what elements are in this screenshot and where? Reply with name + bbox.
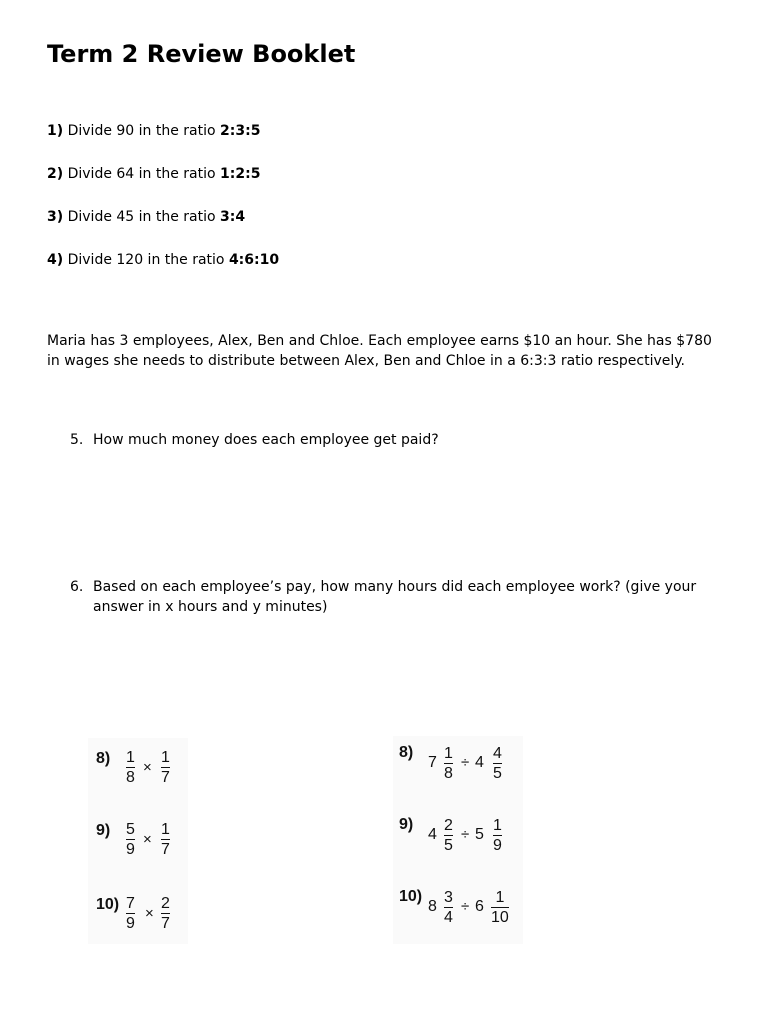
multiply-sign: × xyxy=(145,905,154,922)
fraction xyxy=(444,889,453,926)
fraction xyxy=(126,821,135,858)
ratio-value: 1:2:5 xyxy=(220,166,261,182)
question-text: Divide 45 in the ratio xyxy=(67,209,221,225)
numerator: 1 xyxy=(161,749,170,766)
whole-number: 4 xyxy=(428,826,437,843)
problem-label: 9) xyxy=(96,822,111,839)
question-number: 3) xyxy=(47,209,64,225)
divide-problem xyxy=(393,814,523,858)
fraction xyxy=(444,745,453,782)
denominator: 9 xyxy=(126,915,135,932)
ratio-question xyxy=(47,166,260,182)
ratio-question xyxy=(47,123,260,139)
numerator: 1 xyxy=(161,821,170,838)
problem-label: 8) xyxy=(96,750,111,767)
ratio-question xyxy=(47,209,245,225)
problem-label: 9) xyxy=(399,816,414,833)
multiply-problem xyxy=(88,892,188,934)
denominator: 7 xyxy=(161,841,170,858)
question-text: Divide 90 in the ratio xyxy=(67,123,221,139)
question-number: 1) xyxy=(47,123,64,139)
fraction xyxy=(126,895,135,932)
question-text: Based on each employee’s pay, how many hours did each employee work? (give your answer in x hours and y minutes) xyxy=(93,579,697,615)
numerator: 4 xyxy=(493,745,502,762)
fraction xyxy=(126,749,135,786)
ratio-value: 4:6:10 xyxy=(228,252,280,268)
denominator: 7 xyxy=(161,769,170,786)
numerator: 5 xyxy=(126,821,135,838)
numerator: 3 xyxy=(444,889,453,906)
divide-problem xyxy=(393,886,523,930)
multiply-problem xyxy=(88,818,188,860)
fraction xyxy=(491,889,509,926)
page-title: Term 2 Review Booklet xyxy=(47,40,356,68)
problem-label: 8) xyxy=(399,744,414,761)
ratio-question xyxy=(47,252,279,268)
numerator: 2 xyxy=(444,817,453,834)
question-number: 2) xyxy=(47,166,64,182)
question-number: 4) xyxy=(47,252,64,268)
fraction xyxy=(161,749,170,786)
whole-number: 8 xyxy=(428,898,437,915)
problem-label: 10) xyxy=(96,896,120,913)
ratio-value: 2:3:5 xyxy=(220,123,261,139)
fraction xyxy=(493,745,502,782)
denominator: 5 xyxy=(493,765,502,782)
ratio-value: 3:4 xyxy=(220,209,246,225)
divide-sign: ÷ xyxy=(461,898,470,915)
problem-label: 10) xyxy=(399,888,423,905)
fraction-multiplication-image xyxy=(88,738,188,944)
numerator: 2 xyxy=(161,895,170,912)
numerator: 7 xyxy=(126,895,135,912)
question-number: 6. xyxy=(70,579,84,595)
question-text: Divide 64 in the ratio xyxy=(67,166,221,182)
scenario-paragraph: Maria has 3 employees, Alex, Ben and Chloe. Each employee earns $10 an hour. She has $780 in wages she needs to distribute between Alex, Ben and Chloe in a 6:3:3 ratio respectively. xyxy=(47,333,712,369)
divide-sign: ÷ xyxy=(461,826,470,843)
denominator: 4 xyxy=(444,909,453,926)
denominator: 9 xyxy=(126,841,135,858)
fraction xyxy=(493,817,502,854)
denominator: 5 xyxy=(444,837,453,854)
question-text: Divide 120 in the ratio xyxy=(67,252,229,268)
numerator: 1 xyxy=(444,745,453,762)
divide-problem xyxy=(393,742,523,786)
question-number: 5. xyxy=(70,432,84,448)
fraction xyxy=(444,817,453,854)
multiply-sign: × xyxy=(143,759,152,776)
question-5 xyxy=(70,430,730,450)
denominator: 8 xyxy=(444,765,453,782)
fraction xyxy=(161,895,170,932)
question-text: How much money does each employee get paid? xyxy=(93,432,439,448)
denominator: 7 xyxy=(161,915,170,932)
whole-number: 5 xyxy=(475,826,484,843)
whole-number: 7 xyxy=(428,754,437,771)
multiply-problem xyxy=(88,746,188,788)
numerator: 1 xyxy=(493,817,502,834)
numerator: 1 xyxy=(495,889,505,906)
numerator: 1 xyxy=(126,749,135,766)
multiply-sign: × xyxy=(143,831,152,848)
denominator: 10 xyxy=(491,909,509,926)
denominator: 8 xyxy=(126,769,135,786)
whole-number: 4 xyxy=(475,754,484,771)
denominator: 9 xyxy=(493,837,502,854)
fraction xyxy=(161,821,170,858)
whole-number: 6 xyxy=(475,898,484,915)
divide-sign: ÷ xyxy=(461,754,470,771)
question-6 xyxy=(70,577,730,617)
mixed-number-division-image xyxy=(393,736,523,944)
